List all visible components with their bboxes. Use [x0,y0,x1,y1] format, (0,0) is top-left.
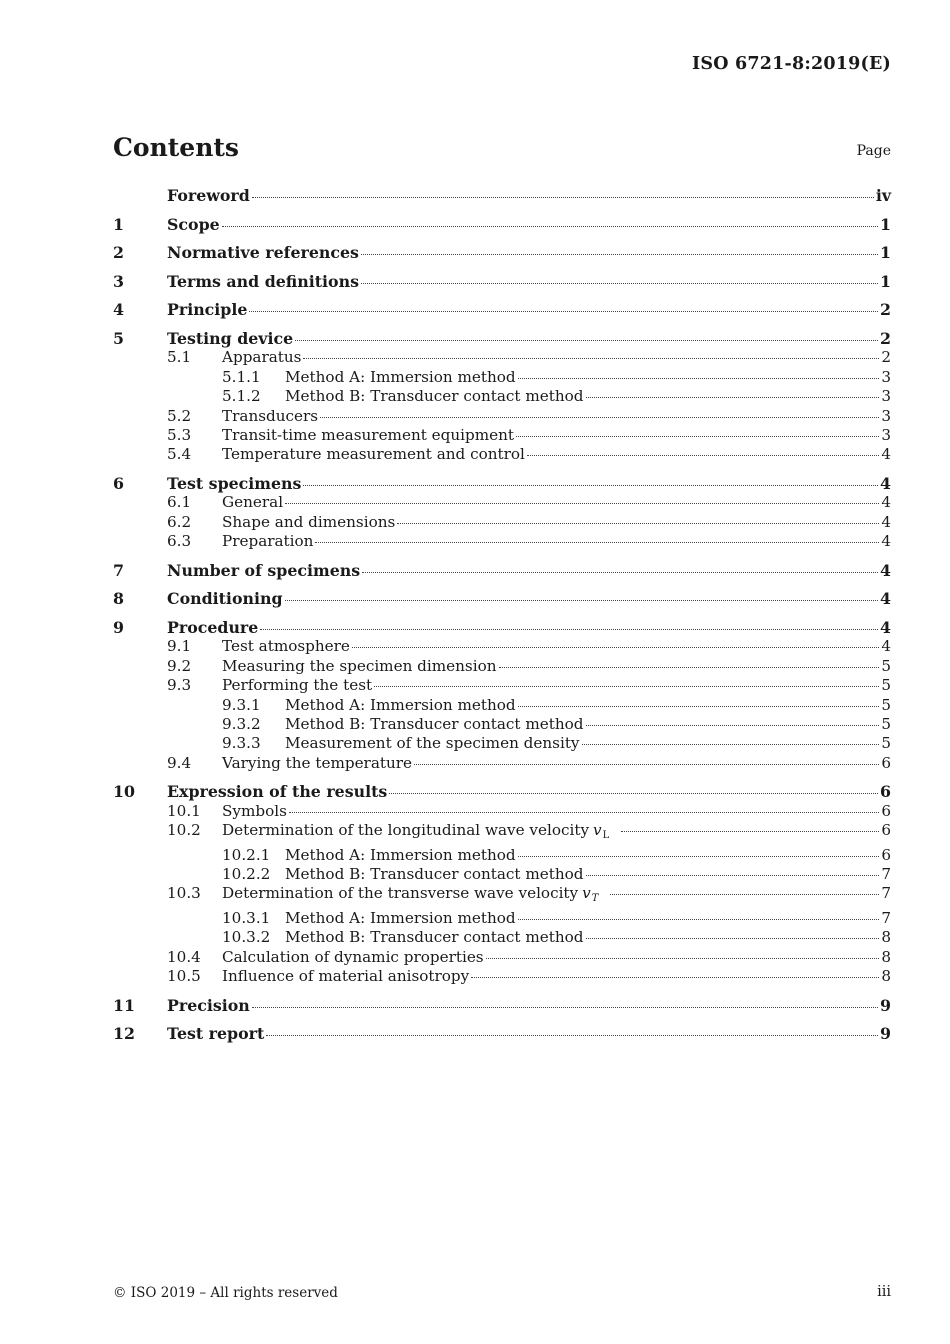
toc-entry-title [222,884,608,908]
toc-entry[interactable] [113,948,891,967]
toc-entry-title-text: Method A: Immersion method [285,695,516,714]
toc-entry-page: 7 [881,865,891,884]
toc-entry-page: 4 [880,589,891,609]
toc-entry-page: 1 [880,214,891,234]
dot-leader [586,725,880,726]
toc-entry-number: 12 [113,1024,135,1044]
toc-entry-title [167,329,293,348]
toc-entry-title [167,782,387,801]
dot-leader [397,523,879,524]
toc-entry-title-text: Performing the test [222,676,373,695]
toc-entry[interactable] [113,300,891,319]
dot-leader [315,542,879,543]
dot-leader [303,485,878,486]
toc-entry-number: 6.1 [167,493,192,512]
toc-entry-title [222,802,287,821]
toc-entry-title [285,368,516,387]
toc-entry[interactable] [113,368,891,387]
toc-entry-title-text: Calculation of dynamic properties [222,947,484,966]
toc-entry-number: 3 [113,271,124,291]
toc-entry-page: 5 [881,715,891,734]
dot-leader [389,793,878,794]
toc-entry-title-text: Testing device [167,328,294,348]
toc-entry-title-text: Influence of material anisotropy [222,967,470,986]
toc-entry-title-text: Determination of the longitudinal wave velocity [222,821,590,840]
dot-leader [518,706,880,707]
toc-entry-title [222,493,283,512]
dot-leader [285,503,879,504]
toc-entry-title [285,734,580,753]
toc-entry-title-text: Temperature measurement and control [222,445,525,464]
toc-entry-page: 1 [880,243,891,263]
toc-entry-number: 5.4 [167,445,192,464]
toc-entry-number: 5.1 [167,348,192,367]
toc-entry-number: 10.3.1 [222,908,271,927]
toc-entry-title-text: Determination of the transverse wave velocity [222,884,579,903]
velocity-symbol: v [593,821,602,840]
toc-entry-title-text: Varying the temperature [222,753,413,772]
toc-entry-title [222,407,318,426]
toc-entry-title-text: Normative references [167,243,359,263]
toc-entry[interactable] [113,821,891,845]
toc-entry-page: 5 [881,676,891,695]
toc-entry-title [285,865,584,884]
toc-entry-title-text: Method B: Transducer contact method [285,928,584,947]
table-of-contents [113,186,891,1044]
toc-entry-title [222,348,301,367]
toc-entry[interactable] [113,734,891,753]
toc-entry[interactable] [113,909,891,928]
toc-entry-title [285,715,584,734]
toc-entry-title [167,186,250,205]
toc-entry-page: 5 [881,695,891,714]
toc-entry[interactable] [113,272,891,291]
toc-entry-title [222,513,395,532]
velocity-symbol: v [582,884,591,903]
dot-leader [320,417,879,418]
dot-leader [252,197,874,198]
toc-entry-page: 9 [880,1024,891,1044]
dot-leader [285,600,879,601]
toc-entry-number: 10.2.2 [222,865,271,884]
toc-entry-title-text: Measuring the specimen dimension [222,656,497,675]
toc-entry-number: 10.5 [167,967,201,986]
toc-entry[interactable] [113,637,891,656]
toc-entry-title-text: Expression of the results [167,782,388,802]
toc-entry-number: 9.1 [167,637,192,656]
dot-leader [260,629,878,630]
toc-entry-page: 6 [880,782,891,802]
toc-entry-title [167,1024,264,1043]
toc-entry-page: 6 [881,753,891,772]
toc-entry-number: 6 [113,474,124,493]
toc-entry-title-text: Shape and dimensions [222,512,396,531]
toc-entry-title-text: Method B: Transducer contact method [285,387,584,406]
toc-entry-number: 9.3.2 [222,715,261,734]
dot-leader [610,894,879,895]
toc-entry-number: 1 [113,214,124,234]
toc-entry[interactable] [113,782,891,801]
dot-leader [586,875,880,876]
toc-entry[interactable] [113,589,891,608]
toc-entry-page: 3 [881,406,891,425]
toc-entry-title [222,754,412,773]
toc-entry-page: 3 [881,387,891,406]
toc-entry[interactable] [113,561,891,580]
toc-entry[interactable] [113,493,891,512]
toc-entry[interactable] [113,846,891,865]
toc-entry-title-text: Preparation [222,532,314,551]
contents-title: Contents [113,133,240,162]
toc-entry-title-text: Test specimens [167,474,302,493]
dot-leader [499,667,880,668]
toc-entry-page: 4 [881,532,891,551]
toc-entry-number: 6.3 [167,532,192,551]
toc-entry-page: 3 [881,367,891,386]
toc-entry-number: 9.3.1 [222,695,261,714]
toc-entry[interactable] [113,513,891,532]
toc-entry-title [167,996,250,1015]
toc-entry-number: 5.1.2 [222,387,261,406]
toc-entry-number: 11 [113,995,135,1015]
toc-entry-title [285,928,584,947]
toc-entry[interactable] [113,243,891,262]
dot-leader [586,938,880,939]
toc-entry-number: 9.3 [167,676,192,695]
toc-entry-number: 9 [113,618,124,637]
toc-entry-number: 2 [113,243,124,263]
toc-entry[interactable] [113,928,891,947]
toc-entry[interactable] [113,802,891,821]
toc-entry-number: 4 [113,300,124,320]
toc-entry-title [222,637,350,656]
toc-entry[interactable] [113,1024,891,1043]
toc-entry-page: 6 [881,845,891,864]
toc-entry[interactable] [113,445,891,464]
toc-entry-title-text: Method A: Immersion method [285,845,516,864]
toc-entry-title-text: Precision [167,995,250,1015]
toc-entry-page: 8 [881,947,891,966]
toc-entry-number: 10.3 [167,884,201,903]
toc-entry-title [167,215,220,234]
toc-entry-page: 4 [881,637,891,656]
dot-leader [621,831,879,832]
toc-entry[interactable] [113,426,891,445]
toc-entry-title-text: Measurement of the specimen density [285,734,580,753]
toc-entry-page: 2 [881,348,891,367]
toc-entry-page: 8 [881,967,891,986]
toc-entry-page: 3 [881,426,891,444]
toc-entry-number: 5.2 [167,406,192,425]
toc-entry-number: 7 [113,560,124,580]
toc-entry-title-text: Scope [167,214,220,234]
toc-entry[interactable] [113,186,891,205]
toc-entry-page: 5 [881,656,891,675]
toc-entry-page: 4 [880,474,891,493]
dot-leader [289,812,879,813]
toc-entry-title-text: Method B: Transducer contact method [285,865,584,884]
toc-entry[interactable] [113,348,891,367]
toc-entry-number: 6.2 [167,512,192,531]
toc-entry[interactable] [113,329,891,348]
dot-leader [518,856,880,857]
toc-entry[interactable] [113,884,891,908]
velocity-subscript: T [591,893,599,905]
dot-leader [516,436,879,437]
toc-entry-title-text: Test report [167,1024,265,1044]
page-column-label: Page [856,143,891,159]
toc-entry-title [222,821,619,845]
toc-entry-number: 5.1.1 [222,367,261,386]
dot-leader [303,358,879,359]
toc-entry-title-text: Transducers [222,406,319,425]
toc-entry-title [285,846,516,865]
dot-leader [471,977,879,978]
toc-entry-number: 10 [113,782,135,802]
toc-entry-title [167,474,301,493]
toc-entry-title [285,696,516,715]
dot-leader [362,572,878,573]
dot-leader [295,340,878,341]
toc-entry[interactable] [113,754,891,773]
toc-entry[interactable] [113,676,891,695]
page-number: iii [877,1284,891,1300]
dot-leader [249,311,878,312]
toc-entry-page: 2 [880,300,891,320]
toc-entry-title-text: Method A: Immersion method [285,908,516,927]
toc-entry-title [285,909,516,928]
dot-leader [374,686,879,687]
toc-entry-title [222,426,514,445]
toc-entry[interactable] [113,696,891,715]
toc-entry-title [167,618,258,637]
toc-entry[interactable] [113,215,891,234]
dot-leader [361,283,878,284]
toc-entry-page: 9 [880,995,891,1015]
toc-entry-page: 7 [881,884,891,903]
dot-leader [518,378,880,379]
dot-leader [252,1007,878,1008]
toc-entry[interactable] [113,474,891,493]
toc-entry-number: 5 [113,328,124,348]
dot-leader [222,226,878,227]
toc-entry-page: 4 [881,445,891,464]
toc-entry-title [167,589,283,608]
toc-entry-title-text: Procedure [167,618,259,637]
dot-leader [352,647,879,648]
toc-entry[interactable] [113,657,891,676]
toc-entry-number: 8 [113,589,124,609]
dot-leader [361,254,878,255]
dot-leader [518,919,880,920]
toc-entry-number: 5.3 [167,426,192,444]
toc-entry-title-text: Number of specimens [167,560,361,580]
toc-entry-title [167,300,247,319]
toc-entry-page: 7 [881,908,891,927]
toc-entry-title [222,532,313,551]
toc-entry[interactable] [113,387,891,406]
toc-entry[interactable] [113,618,891,637]
toc-entry-page: 4 [880,560,891,580]
toc-entry-page: 6 [881,801,891,820]
toc-entry-page: 2 [880,328,891,348]
dot-leader [582,744,880,745]
toc-entry-title [222,948,484,967]
toc-entry[interactable] [113,865,891,884]
toc-entry-title-text: Symbols [222,801,287,820]
toc-entry-number: 9.3.3 [222,734,261,753]
dot-leader [266,1035,878,1036]
toc-entry-title [222,676,372,695]
toc-entry[interactable] [113,967,891,986]
toc-entry[interactable] [113,407,891,426]
toc-entry-page: 4 [881,512,891,531]
toc-entry[interactable] [113,715,891,734]
toc-entry-title [222,445,525,464]
dot-leader [586,397,880,398]
toc-entry-title-text: Terms and definitions [167,271,359,291]
dot-leader [527,455,879,456]
toc-entry[interactable] [113,996,891,1015]
toc-entry-page: 4 [880,618,891,637]
document-id: ISO 6721-8:2019(E) [692,54,891,74]
toc-entry-number: 10.4 [167,947,201,966]
toc-entry-title-text: Conditioning [167,589,283,609]
dot-leader [486,958,880,959]
toc-entry-page: 8 [881,928,891,947]
toc-entry-number: 10.2 [167,821,201,840]
toc-entry-title [285,387,584,406]
toc-entry-number: 9.2 [167,656,192,675]
toc-entry-page: 5 [881,734,891,753]
toc-entry-number: 9.4 [167,753,192,772]
toc-entry-page: iv [875,186,891,205]
toc-entry-title-text: Transit-time measurement equipment [222,426,515,444]
toc-entry-number: 10.2.1 [222,845,271,864]
toc-entry-title-text: Principle [167,300,248,320]
dot-leader [414,764,879,765]
toc-entry-number: 10.3.2 [222,928,271,947]
toc-entry-number: 10.1 [167,801,201,820]
toc-entry-title-text: Foreword [167,186,250,205]
toc-entry-title [167,243,359,262]
velocity-subscript: L [602,830,610,842]
toc-entry-title [167,561,360,580]
toc-entry-title [167,272,359,291]
toc-entry-title-text: Method B: Transducer contact method [285,715,584,734]
toc-entry-title-text: Method A: Immersion method [285,367,516,386]
toc-entry-title [222,967,469,986]
toc-entry-title-text: Test atmosphere [222,637,350,656]
copyright-notice: © ISO 2019 – All rights reserved [113,1285,338,1301]
toc-entry-page: 6 [881,821,891,840]
toc-entry-title [222,657,497,676]
toc-entry[interactable] [113,532,891,551]
toc-entry-page: 4 [881,493,891,512]
toc-entry-title-text: General [222,493,284,512]
toc-entry-page: 1 [880,271,891,291]
toc-entry-title-text: Apparatus [222,348,302,367]
